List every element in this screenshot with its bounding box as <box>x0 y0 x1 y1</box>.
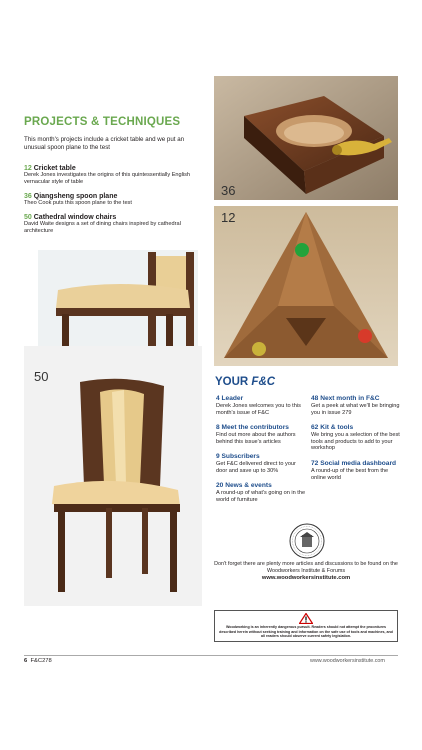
contents-item-contributors[interactable]: 8 Meet the contributors Find out more about the authors behind this issue's articles <box>216 424 296 445</box>
contents-item-leader[interactable]: 4 Leader Derek Jones welcomes you to this month's issue of F&C <box>216 395 301 416</box>
spoon-plane-photo[interactable] <box>214 76 398 200</box>
cricket-table-photo[interactable] <box>214 206 398 366</box>
project-item[interactable]: 12 Cricket table Derek Jones investigates the origins of this quintessentially English vernacular style of table <box>24 165 191 185</box>
warning-triangle-icon <box>299 613 313 624</box>
photo-label-12: 12 <box>221 210 236 225</box>
woodworkers-institute-seal-icon <box>289 523 325 559</box>
chair-detail-photo[interactable] <box>38 250 198 356</box>
forum-promo: Don't forget there are plenty more articles and discussions to be found on the Woodworkers Institute & Forums www.woodworkersinstitute.com <box>214 561 398 581</box>
contents-item-next-month[interactable]: 48 Next month in F&C Get a peek at what we'll be bringing you in issue 279 <box>311 395 400 416</box>
contents-item-subscribers[interactable]: 9 Subscribers Get F&C delivered direct to your door and save up to 30% <box>216 453 296 474</box>
safety-warning-box <box>214 610 398 642</box>
footer-url[interactable]: www.woodworkersinstitute.com <box>310 658 385 664</box>
section-title: PROJECTS & TECHNIQUES <box>24 116 181 128</box>
project-item[interactable]: 36 Qiangsheng spoon plane Theo Cook puts this spoon plane to the test <box>24 193 132 206</box>
cathedral-chair-photo[interactable] <box>24 346 202 606</box>
section-intro: This month's projects include a cricket table and we put an unusual spoon plane to the test <box>24 136 185 151</box>
your-fc-title: YOUR F&C <box>215 376 276 388</box>
footer-page-info: 6 F&C278 <box>24 658 52 664</box>
photo-label-36: 36 <box>221 183 236 198</box>
contents-item-news[interactable]: 20 News & events A round-up of what's going on in the world of furniture <box>216 482 306 503</box>
footer-divider <box>24 655 398 656</box>
contents-item-social[interactable]: 72 Social media dashboard A round-up of the best from the online world <box>311 460 397 481</box>
safety-warning-text: Woodworking is an inherently dangerous pursuit. Readers should not attempt the procedures described herein without seeking training and information on the safe use of tools and machines, and all readers should observe current safety legislation. <box>219 625 393 639</box>
photo-label-50: 50 <box>34 369 49 384</box>
forum-link[interactable]: www.woodworkersinstitute.com <box>261 574 351 581</box>
project-item[interactable]: 50 Cathedral window chairs David Waite designs a set of dining chairs inspired by cathedral architecture <box>24 214 181 234</box>
contents-item-kit-tools[interactable]: 62 Kit & tools We bring you a selection of the best tools and products to add to your workshop <box>311 424 400 452</box>
